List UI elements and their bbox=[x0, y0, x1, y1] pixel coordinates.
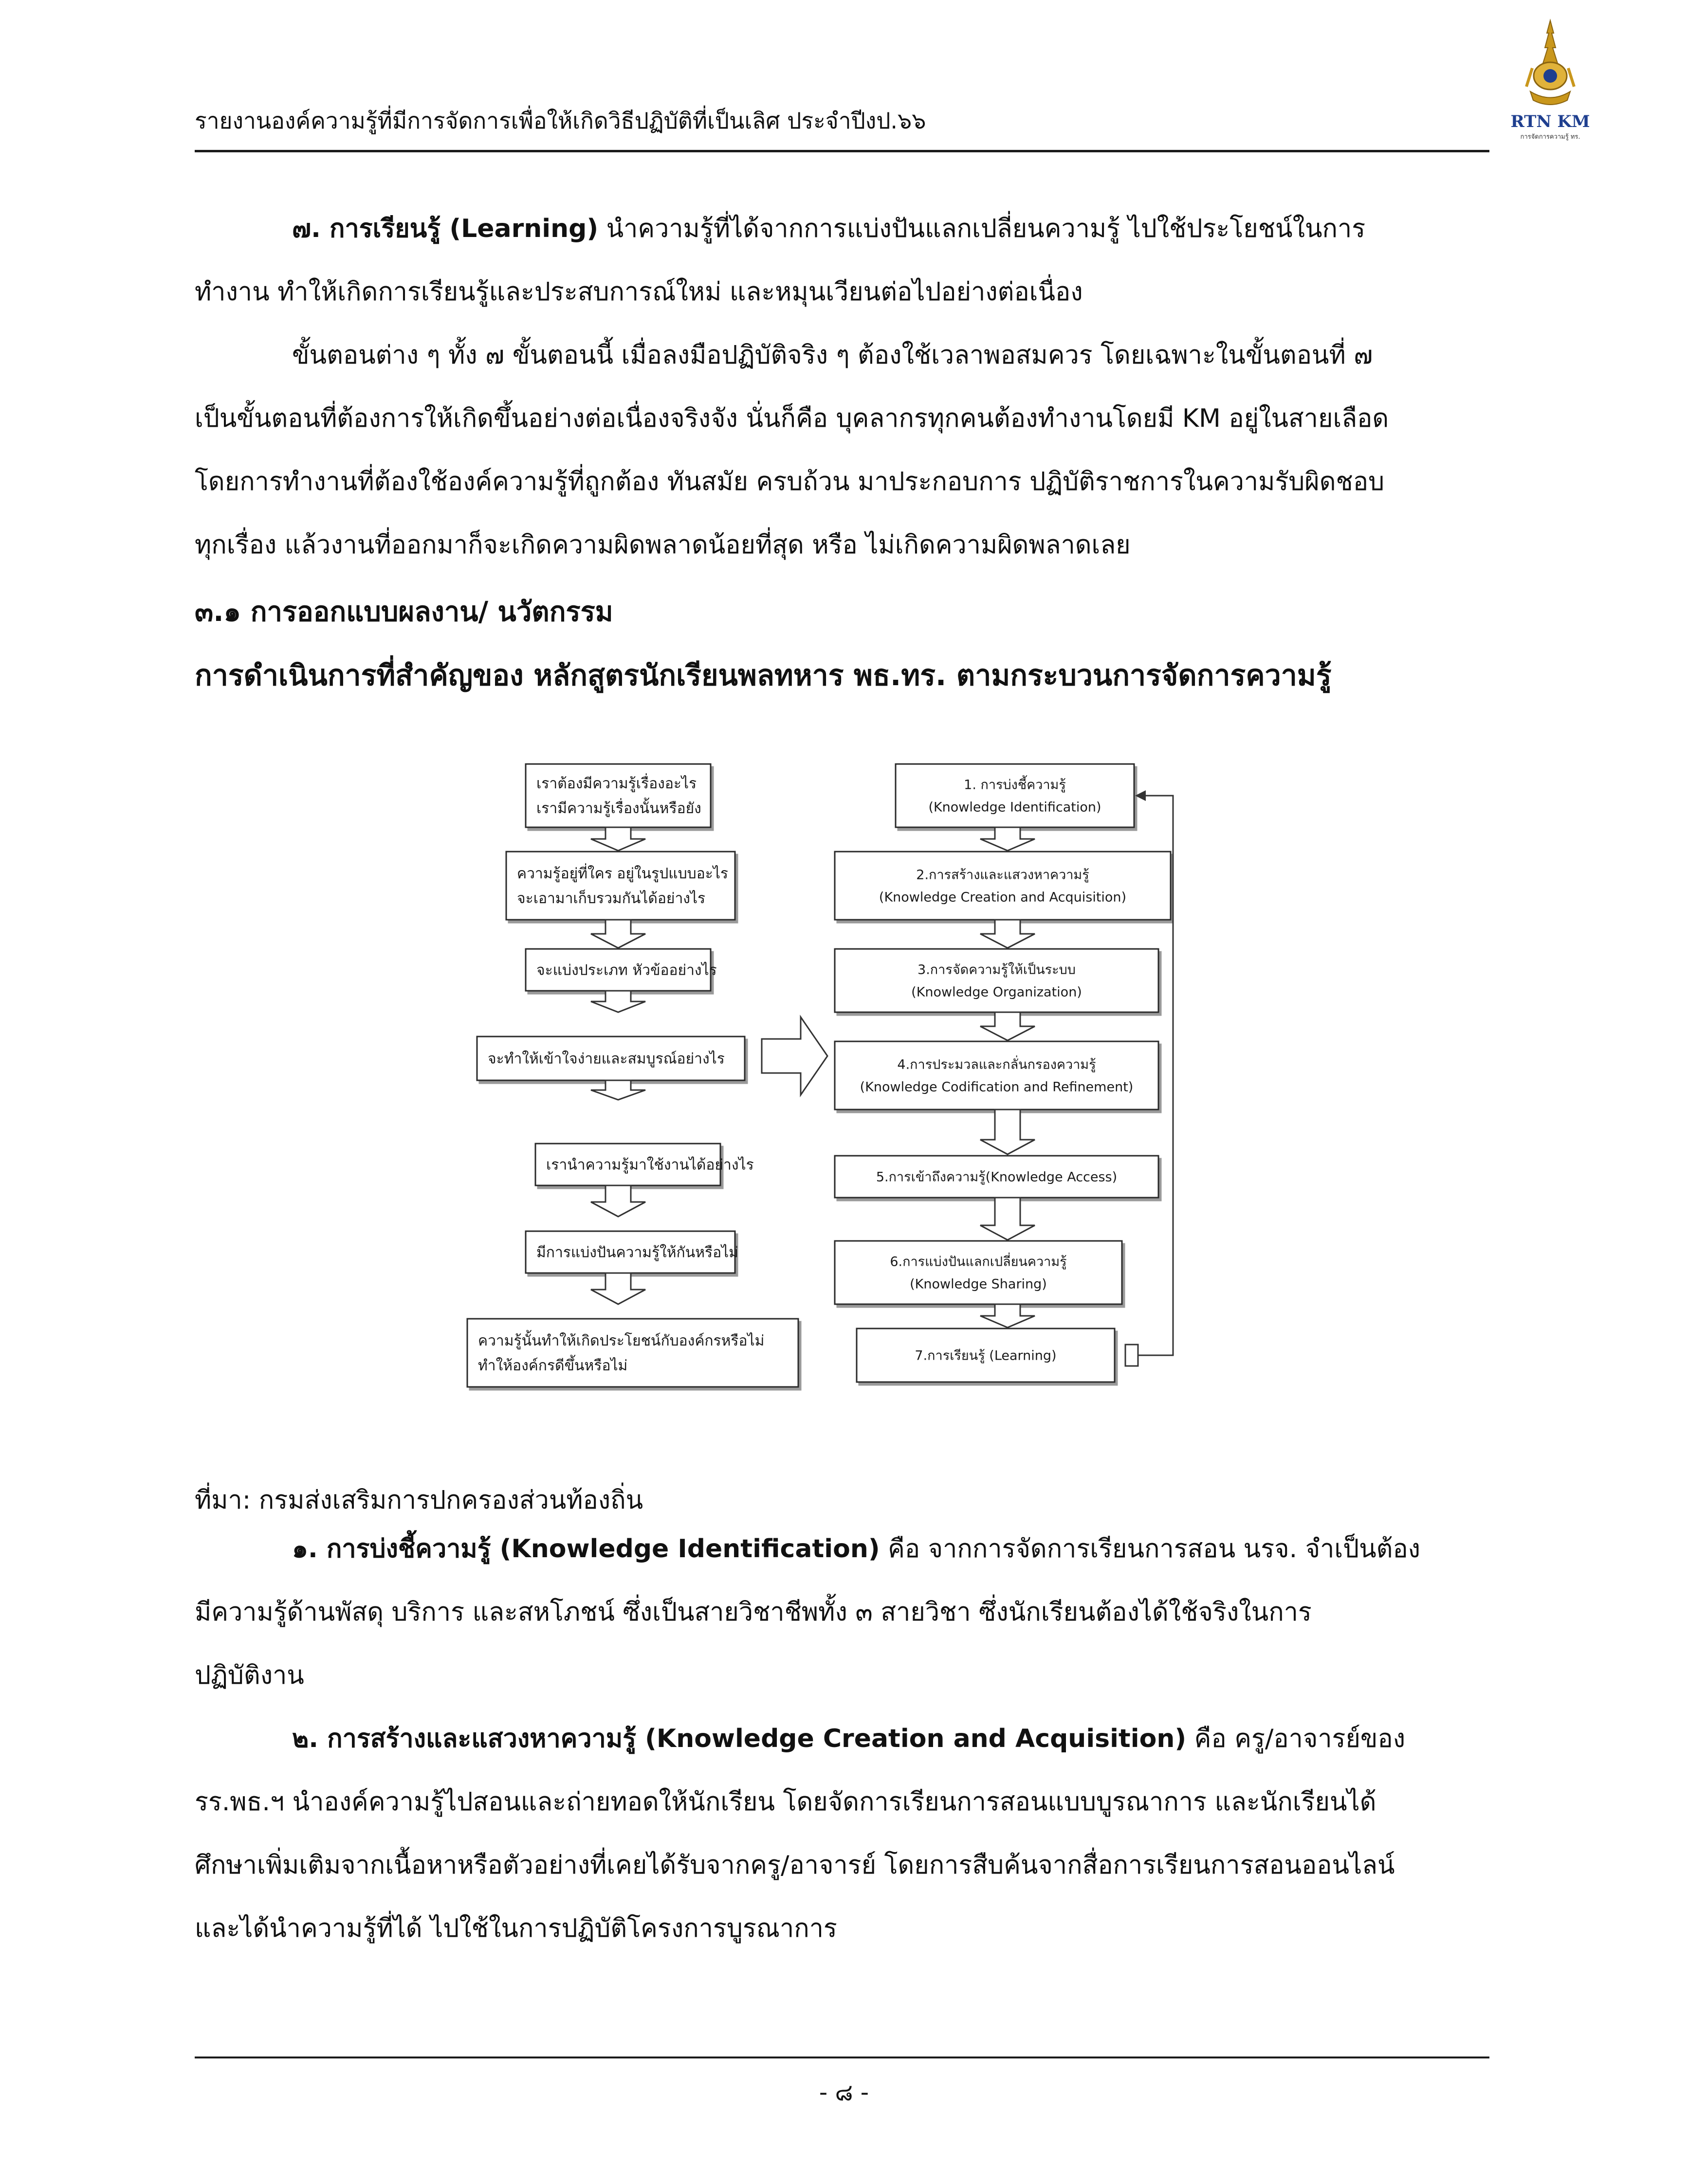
question-box-text: เราต้องมีความรู้เรื่องอะไร bbox=[536, 775, 697, 792]
process-box-3 bbox=[835, 949, 1158, 1012]
question-box-text: ทำให้องค์กรดีขึ้นหรือไม่ bbox=[478, 1357, 628, 1374]
process-box-text: (Knowledge Creation and Acquisition) bbox=[879, 890, 1127, 905]
down-arrow bbox=[980, 920, 1035, 948]
process-box-text: (Knowledge Sharing) bbox=[910, 1276, 1047, 1292]
km-process-svg bbox=[458, 759, 1217, 1421]
process-box-frame bbox=[835, 949, 1158, 1012]
down-arrow bbox=[591, 827, 645, 851]
step-line: มีความรู้ด้านพัสดุ บริการ และสหโภชน์ ซึ่งเป็นสายวิชาชีพทั้ง ๓ สายวิชา ซึ่งนักเรียนต้องได้ใช้จริงในการ bbox=[195, 1598, 1312, 1627]
question-box-text: ความรู้อยู่ที่ใคร อยู่ในรูปแบบอะไร bbox=[517, 865, 729, 882]
question-box-text: จะแบ่งประเภท หัวข้ออย่างไร bbox=[536, 962, 717, 979]
down-arrow bbox=[591, 1080, 645, 1100]
process-box-7 bbox=[857, 1329, 1115, 1382]
process-box-frame bbox=[835, 1241, 1122, 1304]
process-box-text: 4.การประมวลและกลั่นกรองความรู้ bbox=[897, 1057, 1096, 1073]
logo-subtext: การจัดการความรู้ ทร. bbox=[1520, 133, 1580, 141]
process-box-text: 2.การสร้างและแสวงหาความรู้ bbox=[916, 867, 1089, 883]
question-box-text: จะเอามาเก็บรวมกันได้อย่างไร bbox=[517, 890, 706, 907]
question-box-text: มีการแบ่งปันความรู้ให้กันหรือไม่ bbox=[536, 1244, 738, 1261]
step1-label: ๑. การบ่งชี้ความรู้ (Knowledge Identification) bbox=[292, 1534, 880, 1564]
km-process-diagram bbox=[458, 759, 1217, 1421]
emblem-icon bbox=[1523, 18, 1577, 111]
question-box-2 bbox=[506, 852, 735, 920]
process-box-text: (Knowledge Organization) bbox=[911, 984, 1082, 1000]
question-box-6 bbox=[526, 1231, 738, 1273]
question-box-text: ความรู้นั้นทำให้เกิดประโยชน์กับองค์กรหรือไม่ bbox=[478, 1332, 765, 1349]
down-arrow bbox=[591, 1273, 645, 1304]
question-box-frame bbox=[467, 1319, 798, 1387]
question-box-5 bbox=[535, 1144, 754, 1185]
section-subheading: การดำเนินการที่สำคัญของ หลักสูตรนักเรียนพลทหาร พธ.ทร. ตามกระบวนการจัดการความรู้ bbox=[195, 658, 1332, 692]
question-box-7 bbox=[467, 1319, 798, 1387]
footer-divider bbox=[195, 2057, 1489, 2058]
process-box-frame bbox=[896, 764, 1134, 827]
down-arrow bbox=[980, 827, 1035, 851]
down-arrow bbox=[980, 1012, 1035, 1040]
header-divider bbox=[195, 150, 1489, 152]
question-box-text: เรามีความรู้เรื่องนั้นหรือยัง bbox=[536, 800, 701, 817]
down-arrow bbox=[591, 1185, 645, 1217]
process-box-4 bbox=[835, 1041, 1158, 1110]
process-box-5 bbox=[835, 1156, 1158, 1198]
process-column bbox=[835, 764, 1171, 1382]
step-line: รร.พธ.ฯ นำองค์ความรู้ไปสอนและถ่ายทอดให้นักเรียน โดยจัดการเรียนการสอนแบบบูรณาการ และนักเรียนได้ bbox=[195, 1787, 1376, 1817]
right-arrow-icon bbox=[762, 1017, 827, 1095]
down-arrow bbox=[980, 1304, 1035, 1328]
process-box-frame bbox=[835, 852, 1171, 920]
step2-label: ๒. การสร้างและแสวงหาความรู้ (Knowledge Creation and Acquisition) bbox=[292, 1724, 1187, 1753]
intro-line: ทำงาน ทำให้เกิดการเรียนรู้และประสบการณ์ใหม่ และหมุนเวียนต่อไปอย่างต่อเนื่อง bbox=[195, 277, 1083, 307]
question-box-frame bbox=[526, 764, 711, 827]
question-box-text: เรานำความรู้มาใช้งานได้อย่างไร bbox=[546, 1156, 754, 1174]
step-line: ๑. การบ่งชี้ความรู้ (Knowledge Identification) คือ จากการจัดการเรียนการสอน นรจ. จำเป็นต้อง bbox=[292, 1534, 1421, 1564]
intro-line: ทุกเรื่อง แล้วงานที่ออกมาก็จะเกิดความผิดพลาดน้อยที่สุด หรือ ไม่เกิดความผิดพลาดเลย bbox=[195, 530, 1131, 560]
diagram-source: ที่มา: กรมส่งเสริมการปกครองส่วนท้องถิ่น bbox=[195, 1486, 643, 1515]
process-box-text: (Knowledge Codification and Refinement) bbox=[860, 1079, 1134, 1095]
process-box-text: 1. การบ่งชี้ความรู้ bbox=[964, 777, 1066, 793]
step-line: ศึกษาเพิ่มเติมจากเนื้อหาหรือตัวอย่างที่เคยได้รับจากครู/อาจารย์ โดยการสืบค้นจากสื่อการเรียนการสอนออนไลน์ bbox=[195, 1851, 1395, 1880]
loop-connector bbox=[1125, 1345, 1138, 1366]
page-number: - ๘ - bbox=[819, 2079, 869, 2106]
process-box-6 bbox=[835, 1241, 1122, 1304]
feedback-arrowhead-icon bbox=[1135, 790, 1146, 801]
process-box-text: 5.การเข้าถึงความรู้(Knowledge Access) bbox=[876, 1169, 1118, 1185]
logo-text: RTN KM bbox=[1510, 112, 1590, 131]
intro-line: เป็นขั้นตอนที่ต้องการให้เกิดขึ้นอย่างต่อเนื่องจริงจัง นั่นก็คือ บุคลากรทุกคนต้องทำงานโดยมี KM อยู่ในสายเลือด bbox=[195, 404, 1389, 433]
down-arrow bbox=[591, 991, 645, 1012]
step-line: และได้นำความรู้ที่ได้ ไปใช้ในการปฏิบัติโครงการบูรณาการ bbox=[195, 1914, 837, 1943]
process-box-text: 3.การจัดความรู้ให้เป็นระบบ bbox=[917, 962, 1076, 978]
question-box-frame bbox=[506, 852, 735, 920]
down-arrow bbox=[980, 1110, 1035, 1154]
process-box-text: 6.การแบ่งปันแลกเปลี่ยนความรู้ bbox=[890, 1254, 1067, 1270]
process-box-1 bbox=[896, 764, 1134, 827]
intro-text bbox=[195, 197, 1489, 577]
down-arrow bbox=[591, 920, 645, 948]
section-heading: ๓.๑ การออกแบบผลงาน/ นวัตกรรม bbox=[195, 596, 613, 628]
intro-line: โดยการทำงานที่ต้องใช้องค์ความรู้ที่ถูกต้อง ทันสมัย ครบถ้วน มาประกอบการ ปฏิบัติราชการในความรับผิดชอบ bbox=[195, 467, 1385, 496]
rtn-km-logo bbox=[1509, 18, 1592, 150]
intro-line: ขั้นตอนต่าง ๆ ทั้ง ๗ ขั้นตอนนี้ เมื่อลงมือปฏิบัติจริง ๆ ต้องใช้เวลาพอสมควร โดยเฉพาะในขั้นตอนที่ ๗ bbox=[292, 341, 1373, 370]
process-box-2 bbox=[835, 852, 1171, 920]
process-box-text: 7.การเรียนรู้ (Learning) bbox=[915, 1348, 1057, 1364]
step-line: ๒. การสร้างและแสวงหาความรู้ (Knowledge Creation and Acquisition) คือ ครู/อาจารย์ของ bbox=[292, 1724, 1406, 1753]
learning-label: ๗. การเรียนรู้ (Learning) bbox=[292, 214, 599, 243]
question-box-3 bbox=[526, 949, 717, 991]
running-header-title: รายงานองค์ความรู้ที่มีการจัดการเพื่อให้เกิดวิธีปฏิบัติที่เป็นเลิศ ประจำปีงป.๖๖ bbox=[195, 108, 926, 134]
step-line: ปฏิบัติงาน bbox=[195, 1661, 304, 1690]
steps-text bbox=[195, 1517, 1489, 1960]
process-box-text: (Knowledge Identification) bbox=[928, 800, 1101, 815]
intro-line: ๗. การเรียนรู้ (Learning) นำความรู้ที่ได้จากการแบ่งปันแลกเปลี่ยนความรู้ ไปใช้ประโยชน์ในการ bbox=[292, 214, 1366, 243]
down-arrow bbox=[980, 1198, 1035, 1240]
question-box-4 bbox=[477, 1037, 745, 1080]
question-box-1 bbox=[526, 764, 711, 827]
process-box-frame bbox=[835, 1041, 1158, 1110]
question-box-text: จะทำให้เข้าใจง่ายและสมบูรณ์อย่างไร bbox=[488, 1050, 725, 1068]
